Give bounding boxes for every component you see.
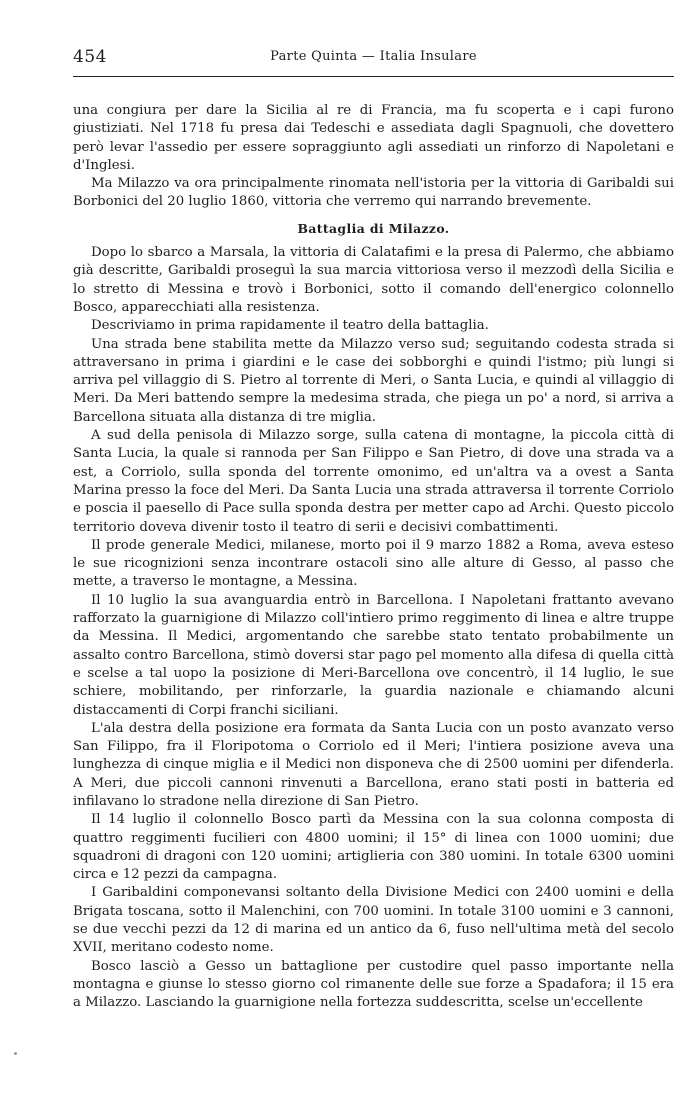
paragraph: I Garibaldini componevansi soltanto della Divisione Medici con 2400 uomini e della Brigata toscana, sotto il Malenchini, con 700 uomini. In totale 3100 uomini e 3 cannoni, se due vecchi pezzi da 12 di marina ed un antico da 6, fuso nell'ultima metà del secolo XVII, meritano codesto nome. [73,885,674,956]
paragraph: L'ala destra della posizione era formata da Santa Lucia con un posto avanzato verso San Filippo, fra il Floripotoma o Corriolo ed il Meri; l'intiera posizione aveva una lunghezza di cinque miglia e il Medici non disponeva che di 2500 uomini per difenderla. A Meri, due piccoli cannoni rinvenuti a Barcellona, erano stati posti in batteria ed infilavano lo stradone nella direzione di San Pietro. [73,720,674,809]
paragraph: A sud della penisola di Milazzo sorge, sulla catena di montagne, la piccola città di Santa Lucia, la quale si rannoda per San Filippo e San Pietro, di dove una strada va a est, a Corriolo, sulla sponda del torrente omonimo, ed un'altra va a ovest a Santa Marina presso la foce del Meri. Da Santa Lucia una strada attraversa il torrente Corriolo e poscia il paesello di Pace sulla sponda destra per metter capo ad Archi. Questo piccolo territorio doveva divenir tosto il teatro di serii e decisivi combattimenti. [73,428,675,535]
running-title: Parte Quinta — Italia Insulare [270,49,477,64]
paragraph-continued: una congiura per dare la Sicilia al re di Francia, ma fu scoperta e i capi furono giustiziati. Nel 1718 fu presa dai Tedeschi e assediata dagli Spagnuoli, che dovettero però levar l'assedio per essere sopraggiunto agli assediati un rinforzo di Napoletani e d'Inglesi. [73,103,674,173]
page-body [73,102,674,1013]
margin-speck [14,1052,17,1055]
page-header [73,0,674,77]
paragraph: Il prode generale Medici, milanese, morto poi il 9 marzo 1882 a Roma, aveva esteso le sue ricognizioni senza incontrare ostacoli sino alle alture di Gesso, al passo che mette, a traverso le montagne, a Messina. [73,537,674,590]
page-number: 454 [73,47,107,67]
paragraph: Bosco lasciò a Gesso un battaglione per custodire quel passo importante nella montagna e giunse lo stesso giorno col rimanente delle sue forze a Spadafora; il 15 era a Milazzo. Lasciando la guarnigione nella fortezza suddescritta, scelse un'eccellente [73,958,674,1011]
paragraph: Descriviamo in prima rapidamente il teatro della battaglia. [91,318,489,334]
section-title: Battaglia di Milazzo. [297,220,450,236]
paragraph: Ma Milazzo va ora principalmente rinomata nell'istoria per la vittoria di Garibaldi sui Borbonici del 20 luglio 1860, vittoria che verremo qui narrando brevemente. [73,176,674,210]
paragraph: Il 10 luglio la sua avanguardia entrò in Barcellona. I Napoletani frattanto avevano rafforzato la guarnigione di Milazzo coll'intiero primo reggimento di linea e altre truppe da Messina. Il Medici, argomentando che sarebbe stato tentato probabilmente un assalto contro Barcellona, stimò doversi star pago pel momento alla difesa di quella città e scelse a tal uopo la posizione di Meri-Barcellona ove concentrò, il 14 luglio, le sue schiere, mobilitando, per rinforzarle, la guardia nazionale e chiamando alcuni distaccamenti di Corpi franchi siciliani. [73,592,674,718]
paragraph: Il 14 luglio il colonnello Bosco partì da Messina con la sua colonna composta di quattro reggimenti fucilieri con 4800 uomini; il 15° di linea con 1000 uomini; due squadroni di dragoni con 120 uomini; artiglieria con 380 uomini. In totale 6300 uomini circa e 12 pezzi da campagna. [73,812,674,883]
paragraph: Una strada bene stabilita mette da Milazzo verso sud; seguitando codesta strada si attraversano in prima i giardini e le case dei sobborghi e quindi l'istmo; più lungi si arriva pel villaggio di S. Pietro al torrente di Meri, o Santa Lucia, e quindi al villaggio di Meri. Da Meri battendo sempre la medesima strada, che piega un po' a nord, si arriva a Barcellona situata alla distanza di tre miglia. [73,336,674,425]
paragraph: Dopo lo sbarco a Marsala, la vittoria di Calatafimi e la presa di Palermo, che abbiamo già descritte, Garibaldi proseguì la sua marcia vittoriosa verso il mezzodì della Sicilia e lo stretto di Messina e trovò i Borbonici, sotto il comando dell'energico colonnello Bosco, apparecchiati alla resistenza. [73,245,674,315]
